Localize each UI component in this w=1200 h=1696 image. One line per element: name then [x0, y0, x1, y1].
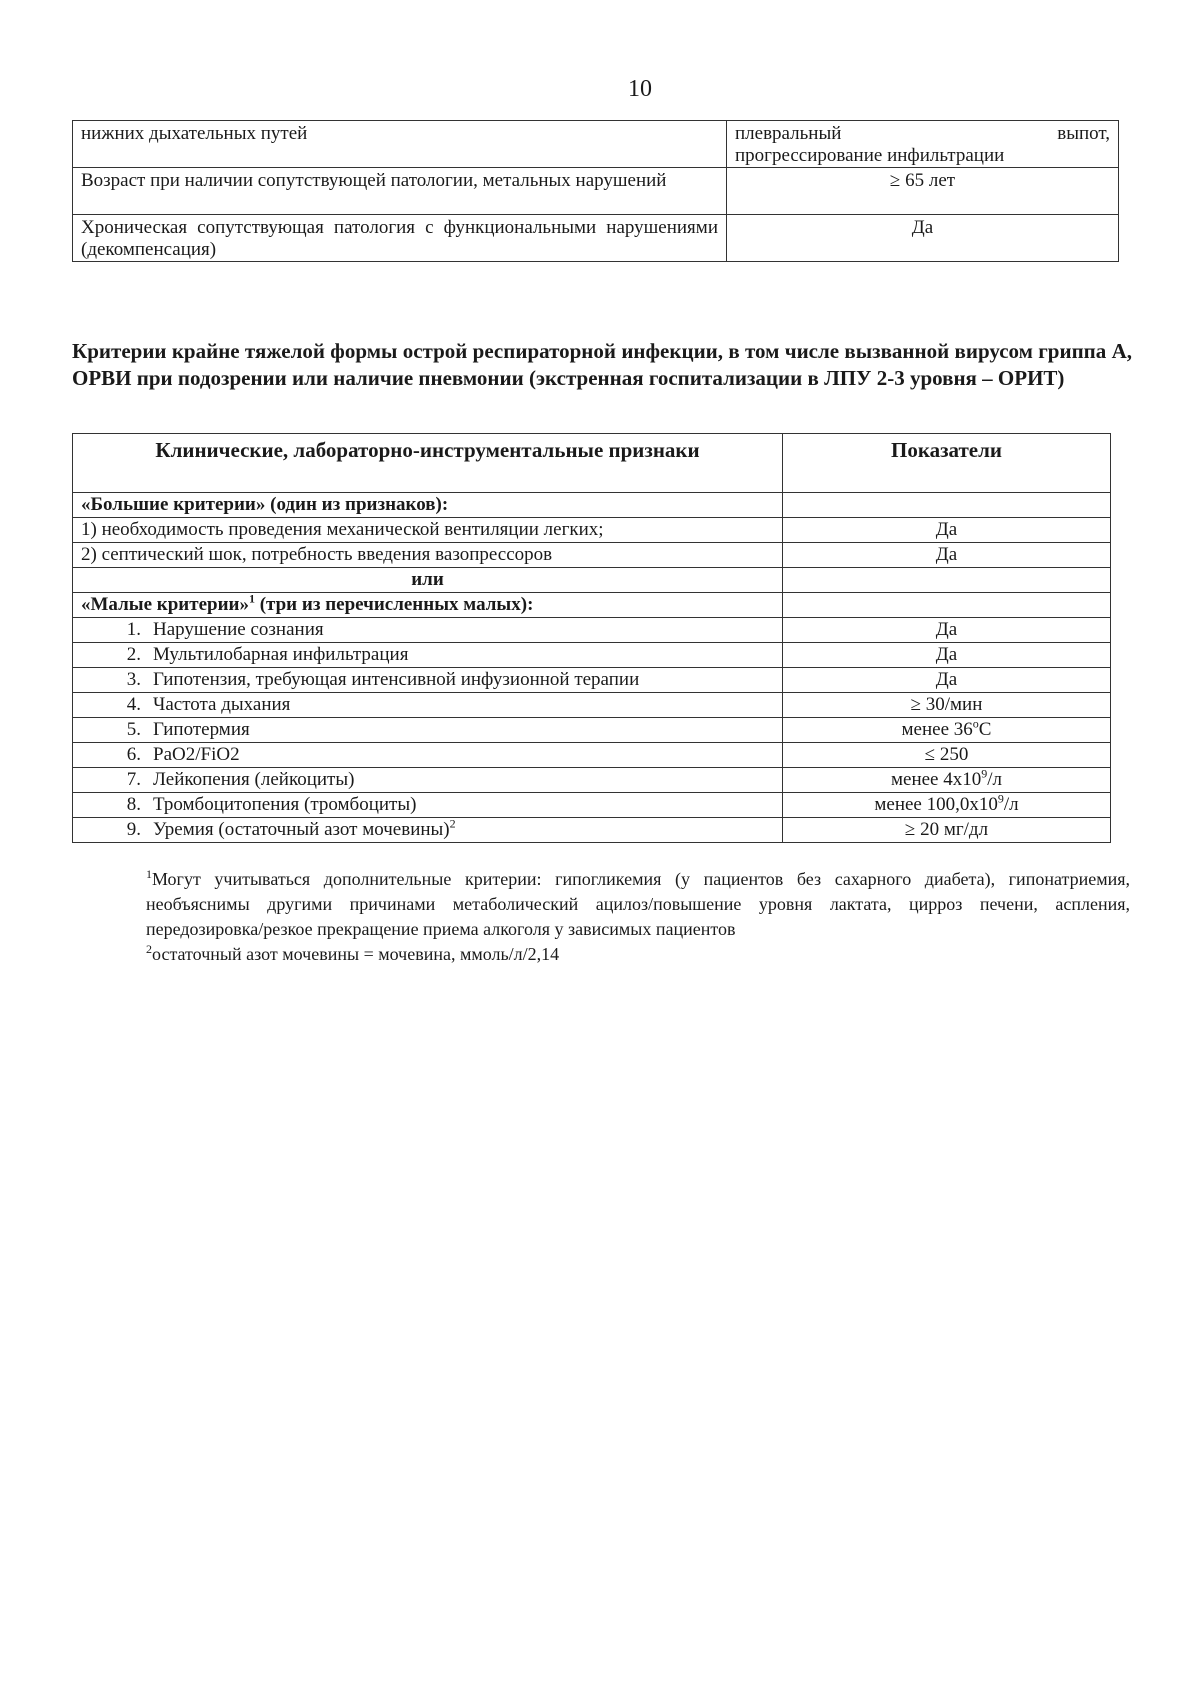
table-row	[73, 593, 1111, 618]
criterion-value: менее 36	[901, 719, 973, 740]
or-label: или	[411, 569, 444, 590]
table-row	[73, 168, 1119, 215]
criterion-label: Лейкопения (лейкоциты)	[153, 769, 355, 790]
table-cell	[727, 215, 1119, 262]
item-number: 9.	[126, 819, 141, 840]
cell-text: ≥ 65 лет	[889, 170, 956, 191]
table-row	[73, 215, 1119, 262]
cell-text: Возраст при наличии сопутствующей патологии, метальных нарушений	[81, 170, 667, 191]
item-number: 8.	[126, 794, 141, 815]
footnote-ref: 2	[449, 816, 456, 831]
table-cell	[783, 768, 1111, 793]
table-row	[73, 543, 1111, 568]
minor-criteria-title: «Малые критерии»	[81, 594, 249, 615]
value-superscript: 9	[997, 791, 1004, 806]
table-cell	[73, 668, 783, 693]
criterion-value-unit: /л	[1003, 794, 1019, 815]
table-cell	[73, 493, 783, 518]
cell-text: выпот,	[1057, 123, 1110, 144]
table-cell	[727, 121, 1119, 168]
table-row	[73, 518, 1111, 543]
value-superscript: о	[972, 716, 979, 731]
criterion-label: Нарушение сознания	[153, 619, 324, 640]
footnotes	[146, 867, 1130, 967]
item-number: 3.	[126, 669, 141, 690]
page-number: 10	[628, 76, 652, 102]
criterion-label: PaO2/FiO2	[153, 744, 240, 765]
major-criteria-title: «Большие критерии» (один из признаков):	[81, 494, 449, 515]
footnote-mark: 2	[146, 942, 152, 956]
table-cell	[73, 618, 783, 643]
footnote-mark: 1	[146, 867, 152, 881]
table-cell	[73, 168, 727, 215]
item-number: 4.	[126, 694, 141, 715]
table-cell	[783, 618, 1111, 643]
item-number: 1.	[126, 619, 141, 640]
criterion-label: Уремия (остаточный азот мочевины)	[153, 819, 450, 840]
table-cell	[73, 215, 727, 262]
item-number: 5.	[126, 719, 141, 740]
footnote-ref: 1	[248, 591, 255, 606]
criterion-value: ≥ 30/мин	[910, 694, 983, 715]
criterion-value-unit: /л	[987, 769, 1002, 790]
table-row	[73, 793, 1111, 818]
header-cell	[73, 434, 783, 493]
table-cell	[783, 643, 1111, 668]
table-row	[73, 743, 1111, 768]
table-row	[73, 643, 1111, 668]
table-row	[73, 618, 1111, 643]
criterion-label: Гипотермия	[153, 719, 250, 740]
table-cell	[73, 693, 783, 718]
table-row	[73, 693, 1111, 718]
footnote-text: остаточный азот мочевины = мочевина, ммоль/л/2,14	[152, 944, 560, 964]
table-cell	[783, 718, 1111, 743]
table-row	[73, 493, 1111, 518]
table-cell	[73, 518, 783, 543]
table-cell	[727, 168, 1119, 215]
section-heading: Критерии крайне тяжелой формы острой респираторной инфекции, в том числе вызванной вирусом гриппа А, ОРВИ при подозрении или наличие пневмонии (экстренная госпитализации в ЛПУ 2-3 уровня – ОРИТ)	[72, 339, 1132, 390]
table-cell	[73, 793, 783, 818]
criterion-label: Гипотензия, требующая интенсивной инфузионной терапии	[153, 669, 640, 690]
table-row	[73, 768, 1111, 793]
cell-text: нижних дыхательных путей	[81, 123, 308, 144]
table-cell	[783, 668, 1111, 693]
table-cell	[783, 818, 1111, 843]
footnote-2	[146, 942, 1130, 967]
criterion-value: ≤ 250	[924, 744, 969, 765]
table-cell	[73, 768, 783, 793]
header-left: Клинические, лабораторно-инструментальные признаки	[155, 438, 700, 462]
table-row	[73, 818, 1111, 843]
cell-text: Хроническая сопутствующая патология с функциональными нарушениями (декомпенсация)	[81, 217, 718, 260]
table-cell	[783, 518, 1111, 543]
criterion-label: Тромбоцитопения (тромбоциты)	[153, 794, 417, 815]
table-cell	[783, 743, 1111, 768]
criterion-label: 2) септический шок, потребность введения вазопрессоров	[81, 544, 553, 565]
table-cell	[73, 643, 783, 668]
criterion-label: 1) необходимость проведения механической вентиляции легких;	[81, 519, 604, 540]
table-header-row	[73, 434, 1111, 493]
criterion-value: менее 4х10	[890, 769, 982, 790]
table-cell	[783, 693, 1111, 718]
value-superscript: 9	[981, 766, 988, 781]
header-right: Показатели	[890, 438, 1003, 462]
table-cell	[73, 593, 783, 618]
item-number: 7.	[126, 769, 141, 790]
cell-text: плевральный	[735, 123, 842, 144]
table-cell	[73, 818, 783, 843]
table-cell	[783, 543, 1111, 568]
cell-text: прогрессирование инфильтрации	[735, 145, 1005, 166]
header-cell	[783, 434, 1111, 493]
criterion-label: Мультилобарная инфильтрация	[153, 644, 409, 665]
continuation-table	[72, 120, 1119, 262]
criterion-label: Частота дыхания	[153, 694, 291, 715]
table-cell	[783, 568, 1111, 593]
table-cell	[783, 493, 1111, 518]
table-row	[73, 121, 1119, 168]
criterion-value: ≥ 20 мг/дл	[904, 819, 989, 840]
item-number: 2.	[126, 644, 141, 665]
table-row	[73, 718, 1111, 743]
table-cell	[783, 593, 1111, 618]
minor-criteria-title-rest: (три из перечисленных малых):	[254, 594, 534, 615]
table-row	[73, 568, 1111, 593]
table-cell	[73, 568, 783, 593]
table-cell	[73, 121, 727, 168]
criteria-table	[72, 433, 1111, 843]
table-cell	[783, 793, 1111, 818]
table-row	[73, 668, 1111, 693]
criterion-value-unit: С	[978, 719, 992, 740]
item-number: 6.	[126, 744, 141, 765]
cell-text: Да	[911, 217, 934, 238]
footnote-text: Могут учитываться дополнительные критерии: гипогликемия (у пациентов без сахарного диабета), гипонатриемия, необъяснимы другими причинами метаболический ацилоз/повышение уровня лактата, цирроз печени, аспления, передозировка/резкое прекращение приема алкоголя у зависимых пациентов	[146, 869, 1130, 939]
criterion-value: Да	[935, 644, 958, 665]
footnote-1	[146, 867, 1130, 942]
criterion-value: Да	[935, 669, 958, 690]
table-cell	[73, 718, 783, 743]
criterion-value: менее 100,0х10	[874, 794, 998, 815]
criterion-value: Да	[935, 544, 958, 565]
table-cell	[73, 743, 783, 768]
criterion-value: Да	[935, 619, 958, 640]
criterion-value: Да	[935, 519, 958, 540]
table-cell	[73, 543, 783, 568]
